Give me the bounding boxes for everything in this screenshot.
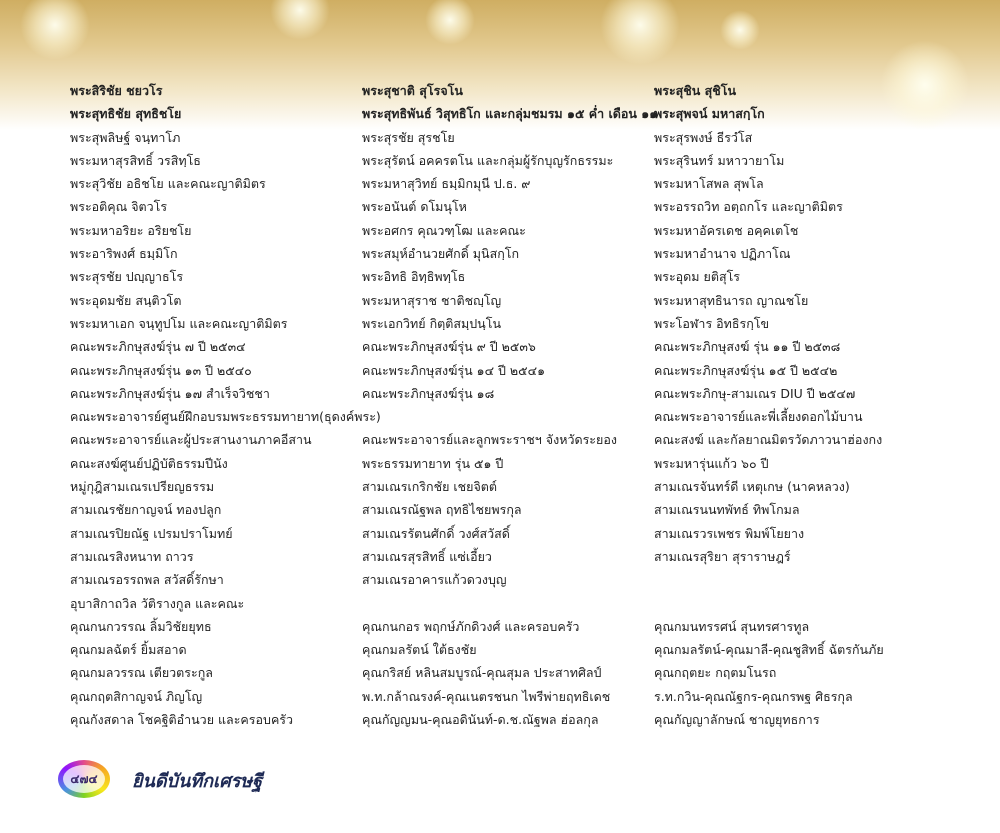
name-entry: คณะพระภิกษุสงฆ์รุ่น ๙ ปี ๒๕๓๖: [362, 339, 536, 355]
name-entry: พ.ท.กล้าณรงค์-คุณเนตรชนก ไพรีพ่ายฤทธิเดช: [362, 688, 611, 704]
name-entry: [654, 592, 970, 615]
name-entry: คุณกัญญมน-คุณอดินันท์-ด.ช.ณัฐพล ฮ่อลกุล: [362, 712, 599, 728]
name-entry: พระมหารุ่นแก้ว ๖๐ ปี: [654, 455, 769, 471]
name-entry: สามเณรชัยกาญจน์ ทองปลูก: [70, 502, 222, 518]
name-entry: ร.ท.กวิน-คุณณัฐกร-คุณกรพฐ ศิธรกุล: [654, 688, 853, 704]
name-entry: สามเณรวรเพชร พิมพ์โยยาง: [654, 525, 805, 541]
name-entry: พระมหาอริยะ อริยชโย: [70, 222, 192, 238]
name-entry: พระธรรมทายาท รุ่น ๕๑ ปี: [362, 455, 504, 471]
name-entry: คณะพระอาจารย์และผู้ประสานงานภาคอีสาน: [70, 432, 312, 448]
bokeh-light: [600, 0, 680, 65]
name-entry: พระอิทธิ อิทฺธิพทฺโธ: [362, 269, 466, 285]
name-entry: คุณกฤตยะ กฤตมโนรถ: [654, 665, 777, 681]
name-entry: พระมหาโสพล สุพโล: [654, 176, 764, 192]
page-number: ๔๗๔: [63, 765, 105, 793]
bokeh-light: [425, 0, 475, 45]
book-title: ยินดีบันทึกเศรษฐี: [132, 771, 263, 792]
name-entry: พระอาริพงศ์ ธมฺมิโก: [70, 246, 178, 262]
name-entry: คณะสงฆ์ และกัลยาณมิตรวัดภาวนาฮ่องกง: [654, 432, 883, 448]
donor-name-list: [70, 79, 970, 731]
name-entry: พระอุดมชัย สนฺติวโต: [70, 292, 182, 308]
name-entry: สามเณรเกริกชัย เชยจิตต์: [362, 479, 498, 495]
name-entry: พระสุชาติ สุโรจโน: [362, 83, 463, 98]
name-entry: คณะพระอาจารย์ศูนย์ฝึกอบรมพระธรรมทายาท(ธุดงค์พระ): [70, 409, 381, 425]
name-entry: พระอรรถวิท อตฺถกโร และญาติมิตร: [654, 199, 843, 215]
name-entry: [362, 405, 654, 428]
name-entry: คณะพระภิกษุสงฆ์รุ่น ๑๓ ปี ๒๕๔๐: [70, 362, 252, 378]
name-entry: สามเณรสุรสิทธิ์ แซ่เอี้ยว: [362, 548, 492, 564]
name-entry: อุบาสิกาถวิล วัติรางกูล และคณะ: [70, 595, 245, 611]
name-entry: คณะพระภิกษุสงฆ์ รุ่น ๑๑ ปี ๒๕๓๘: [654, 339, 841, 355]
name-entry: พระสุรพงษ์ ธีรวํโส: [654, 129, 753, 145]
name-entry: พระอนันต์ ดโมนุโห: [362, 199, 467, 215]
name-entry: พระสุชิน สุชิโน: [654, 83, 737, 98]
bokeh-light: [20, 0, 90, 60]
name-entry: พระสุพลิษฐ์ จนฺทาโภ: [70, 129, 181, 145]
name-entry: สามเณรสิงหนาท ถาวร: [70, 548, 194, 564]
name-entry: คุณกังสดาล โชคฐิติอำนวย และครอบครัว: [70, 712, 294, 728]
bokeh-light: [270, 0, 330, 40]
name-entry: คุณกนกอร พฤกษ์ภักดิวงศ์ และครอบครัว: [362, 618, 580, 634]
name-entry: พระสุรินทร์ มหาวายาโม: [654, 152, 785, 168]
name-entry: สามเณรอาคารแก้วดวงบุญ: [362, 572, 507, 588]
name-entry: คุณกมลรัตน์-คุณมาลี-คุณชูสิทธิ์ ฉัตรกันภัย: [654, 642, 884, 658]
name-entry: คุณกมลรัตน์ ใต้ธงชัย: [362, 642, 477, 658]
name-entry: คุณกนกวรรณ ลิ้มวิชัยยุทธ: [70, 618, 212, 634]
name-entry: คณะพระภิกษุสงฆ์รุ่น ๑๘: [362, 385, 495, 401]
name-entry: คุณกริสย์ หลินสมบูรณ์-คุณสุมล ประสาทศิลป์: [362, 665, 602, 681]
name-entry: [654, 568, 970, 591]
page-footer: [58, 760, 458, 800]
name-entry: หมู่กุฎิสามเณรเปรียญธรรม: [70, 479, 215, 495]
name-entry: สามเณรสุริยา สุราราษฎร์: [654, 548, 791, 564]
name-entry: สามเณรรัตนศักดิ์ วงศ์สวัสดิ์: [362, 525, 510, 541]
name-entry: คณะพระภิกษุสงฆ์รุ่น ๑๔ ปี ๒๕๔๑: [362, 362, 546, 378]
name-entry: พระมหาสุทธินารถ ญาณชโย: [654, 292, 809, 308]
name-entry: พระสุรัตน์ อคครตโน และกลุ่มผู้รักบุญรักธรรมะ: [362, 152, 614, 168]
name-entry: พระสุทธิพันธ์ วิสุทธิโก และกลุ่มชมรม ๑๕ ค่ำ เดือน ๑๑: [362, 106, 658, 122]
name-entry: คณะพระอาจารย์และพี่เลี้ยงดอกไม้บาน: [654, 409, 863, 425]
name-entry: คณะพระภิกษุสงฆ์รุ่น ๑๗ สำเร็จวิชชา: [70, 385, 270, 401]
name-entry: พระอศกร คุณวฑฺโฒ และคณะ: [362, 222, 526, 238]
name-entry: พระมหาสุราช ชาติชญฺโญ: [362, 292, 502, 308]
name-entry: คณะพระอาจารย์และลูกพระราชฯ จังหวัดระยอง: [362, 432, 617, 448]
name-entry: พระสุรชัย สุรชโย: [362, 129, 455, 145]
name-entry: พระสุพจน์ มหาสกฺโก: [654, 106, 765, 122]
name-entry: พระสิริชัย ชยวโร: [70, 83, 163, 98]
bokeh-light: [720, 10, 760, 50]
name-entry: คุณกมนทรรศน์ สุนทรศารทูล: [654, 618, 810, 634]
name-entry: คณะสงฆ์ศูนย์ปฏิบัติธรรมปีนัง: [70, 455, 228, 471]
name-entry: คุณกมลวรรณ เตียวตระกูล: [70, 665, 213, 681]
name-entry: สามเณรปิยณัฐ เปรมปราโมทย์: [70, 525, 233, 541]
name-entry: คณะพระภิกษุสงฆ์รุ่น ๑๕ ปี ๒๕๔๒: [654, 362, 838, 378]
name-entry: พระมหาอำนาจ ปฏิภาโณ: [654, 246, 791, 262]
name-entry: พระมหาอัครเดช อคฺคเตโช: [654, 222, 799, 238]
name-entry: คุณกมลฉัตร์ ยิ้มสอาด: [70, 642, 187, 658]
name-entry: พระมหาเอก จนฺทูปโม และคณะญาติมิตร: [70, 315, 288, 331]
name-entry: พระมหาสุรสิทธิ์ วรสิทฺโธ: [70, 152, 201, 168]
name-entry: พระโอฬาร อิทธิรกฺโข: [654, 315, 770, 331]
name-entry: คณะพระภิกษุสงฆ์รุ่น ๗ ปี ๒๕๓๔: [70, 339, 246, 355]
name-entry: สามเณรนนทพัทธ์ ทิพโกมล: [654, 502, 800, 518]
name-entry: พระอติคุณ จิตวโร: [70, 199, 168, 215]
name-entry: พระสุวิชัย อธิชโย และคณะญาติมิตร: [70, 176, 266, 192]
name-entry: พระเอกวิทย์ กิตฺติสมฺปนฺโน: [362, 315, 501, 331]
name-entry: สามเณรอรรถพล สวัสดิ์รักษา: [70, 572, 224, 588]
name-entry: คุณกฤตสิกาญจน์ ภิญโญ: [70, 688, 203, 704]
name-entry: พระสมุห์อำนวยศักดิ์ มุนิสกฺโก: [362, 246, 520, 262]
name-entry: สามเณรณัฐพล ฤทธิไชยพรกุล: [362, 502, 522, 518]
name-entry: [362, 592, 654, 615]
name-entry: พระมหาสุวิทย์ ธมฺมิกมุนี ป.ธ. ๙: [362, 176, 531, 192]
name-entry: สามเณรจันทร์ดี เหตุเกษ (นาคหลวง): [654, 479, 850, 495]
name-entry: พระสุทธิชัย สุทธิชโย: [70, 106, 182, 122]
name-entry: พระสุรชัย ปญฺญาธโร: [70, 269, 184, 285]
name-entry: คณะพระภิกษุ-สามเณร DIU ปี ๒๕๔๗: [654, 385, 856, 401]
name-entry: คุณกัญญาลักษณ์ ชาญยุทธการ: [654, 712, 820, 728]
name-entry: พระอุดม ยติสุโร: [654, 269, 741, 285]
page-number-badge: [58, 760, 110, 798]
